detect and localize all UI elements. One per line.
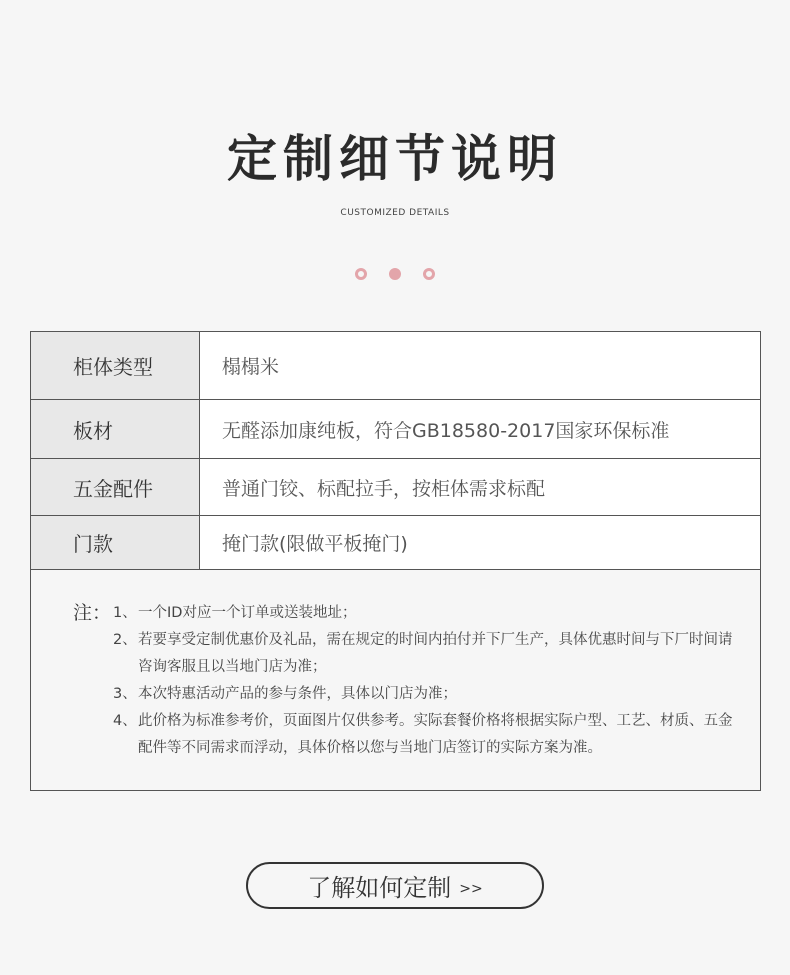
note-text: 本次特惠活动产品的参与条件，具体以门店为准； (138, 686, 457, 702)
cta-label: 了解如何定制 (307, 874, 452, 902)
note-text: 一个ID对应一个订单或送装地址； (138, 605, 357, 621)
page-subtitle: CUSTOMIZED DETAILS (340, 208, 450, 218)
spec-label: 板材 (31, 400, 200, 458)
note-number: 1、 (113, 605, 137, 621)
spec-table (30, 331, 761, 791)
note-item (113, 600, 733, 627)
notes-list (113, 600, 733, 762)
spec-label: 柜体类型 (31, 332, 200, 399)
spec-row-board (31, 400, 760, 459)
spec-row-door-style (31, 516, 760, 570)
note-number: 3、 (113, 686, 137, 702)
dot-icon (389, 268, 401, 280)
note-item (113, 681, 733, 708)
spec-value: 无醛添加康纯板，符合GB18580-2017国家环保标准 (222, 419, 670, 442)
page-title: 定制细节说明 (227, 130, 563, 188)
note-text: 若要享受定制优惠价及礼品，需在规定的时间内拍付并下厂生产，具体优惠时间与下厂时间请咨询客服且以当地门店为准； (138, 632, 733, 675)
spec-row-cabinet-type (31, 332, 760, 400)
spec-label: 门款 (31, 516, 200, 569)
note-item (113, 708, 733, 762)
spec-value: 普通门铰、标配拉手，按柜体需求标配 (222, 477, 546, 500)
note-number: 2、 (113, 632, 137, 648)
notes-title: 注： (73, 602, 112, 624)
decorative-dots (0, 268, 790, 280)
notes-section (31, 570, 760, 790)
learn-customization-button[interactable] (246, 862, 544, 909)
note-text: 此价格为标准参考价，页面图片仅供参考。实际套餐价格将根据实际户型、工艺、材质、五金配件等不同需求而浮动，具体价格以您与当地门店签订的实际方案为准。 (138, 713, 733, 756)
dot-icon (423, 268, 435, 280)
dot-icon (355, 268, 367, 280)
spec-value: 掩门款(限做平板掩门) (222, 533, 408, 555)
spec-label: 五金配件 (31, 459, 200, 515)
note-number: 4、 (113, 713, 137, 729)
spec-value: 榻榻米 (222, 356, 280, 378)
spec-row-hardware (31, 459, 760, 516)
double-chevron-right-icon: >> (459, 880, 483, 897)
note-item (113, 627, 733, 681)
